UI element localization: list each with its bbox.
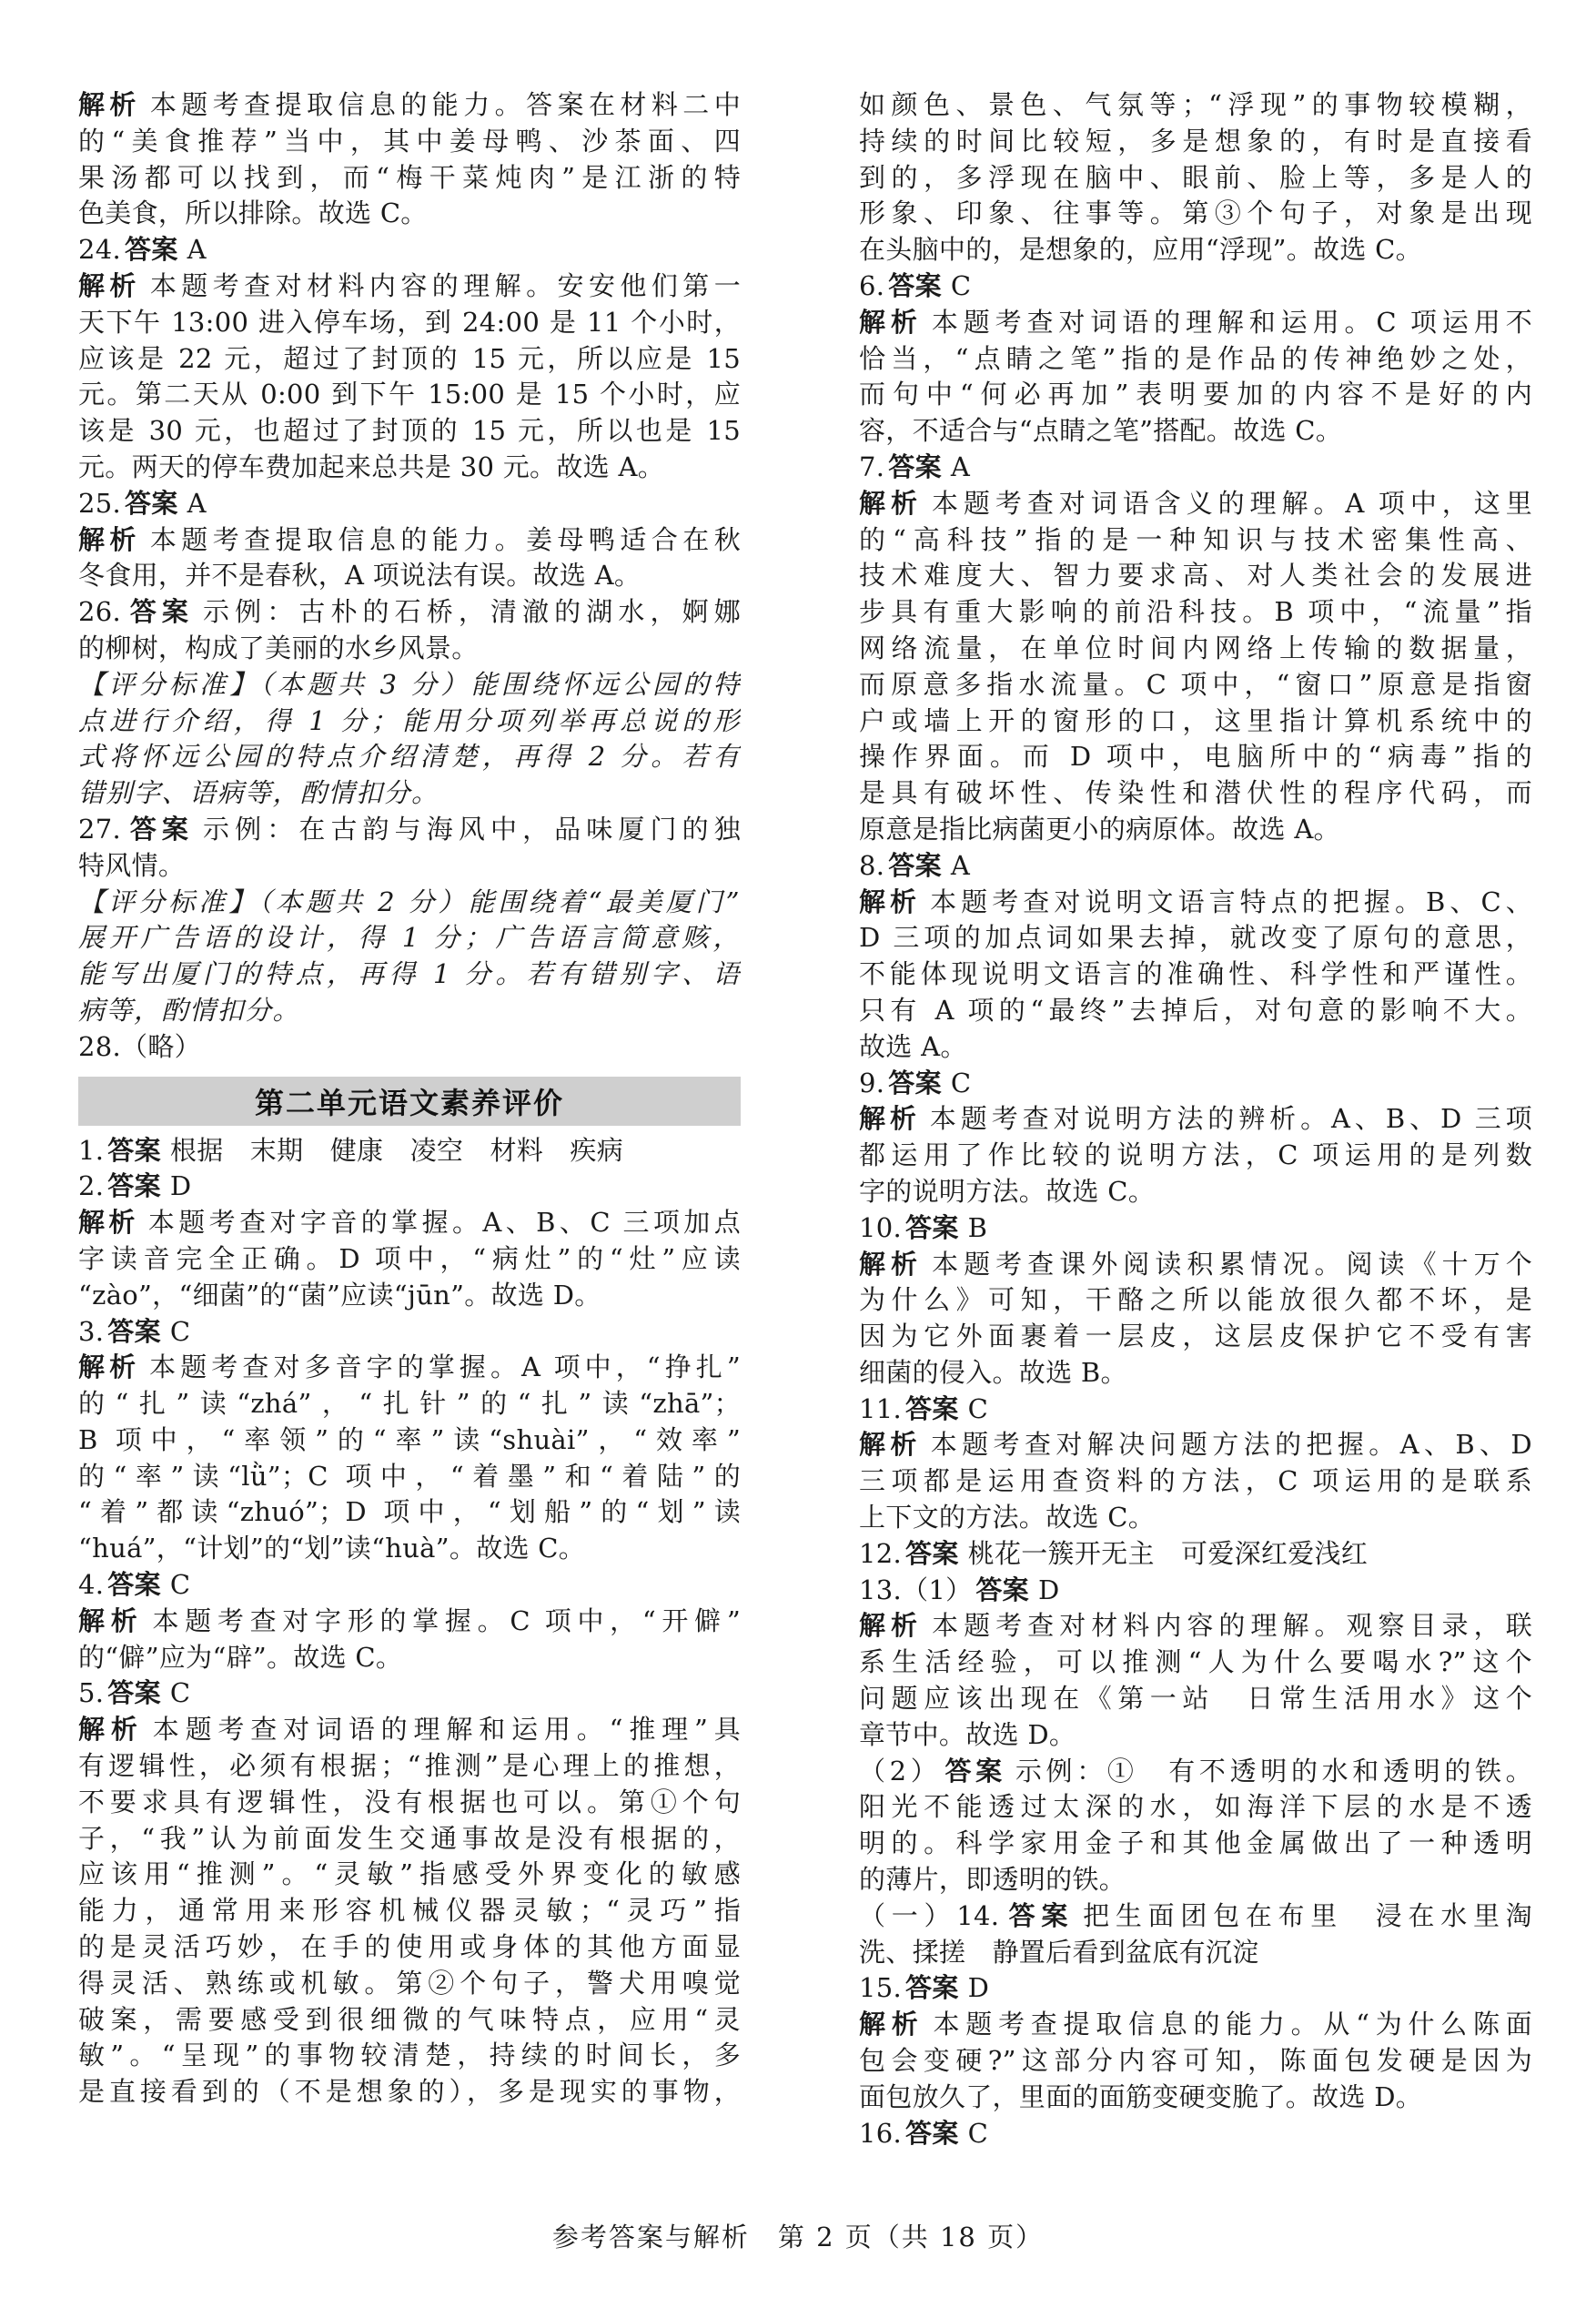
text-line — [859, 1717, 1532, 1754]
question-number: 27. — [78, 813, 122, 845]
line-text: 应该用“推测”。“灵敏”指感受外界变化的敏感 — [78, 1858, 741, 1890]
answer-label: 答案 — [888, 450, 942, 482]
text-line — [859, 450, 1532, 486]
question-number: （2） — [859, 1755, 942, 1787]
line-text: 为什么》可知，干酪之所以能放很久都不坏，是 — [859, 1284, 1532, 1316]
line-text: 持续的时间比较短，多是想象的，有时是直接看 — [859, 125, 1532, 157]
line-text: 只有 A 项的“最终”去掉后，对句意的影响不大。 — [859, 994, 1532, 1026]
line-text: 式将怀远公园的特点介绍清楚，再得 2 分。若有 — [78, 741, 741, 773]
line-text: 元。第二天从 0:00 到下午 15:00 是 15 个小时，应 — [78, 379, 741, 410]
line-text: 本题考查对说明文语言特点的把握。B、C、 — [930, 886, 1532, 917]
text-line — [78, 1241, 741, 1278]
line-text: 都运用了作比较的说明方法，C 项运用的是列数 — [859, 1139, 1532, 1171]
line-text: 该是 30 元，也超过了封顶的 15 元，所以也是 15 — [78, 415, 741, 447]
text-line — [859, 1645, 1532, 1681]
text-line — [78, 2074, 741, 2110]
text-line — [859, 957, 1532, 993]
line-text: 面包放久了，里面的面筋变硬变脆了。故选 D。 — [859, 2080, 1423, 2112]
line-text: 本题考查提取信息的能力。姜母鸭适合在秋 — [149, 523, 741, 555]
question-number: 1. — [78, 1134, 105, 1166]
text-line — [78, 450, 741, 486]
answer-label: 答案 — [125, 813, 195, 845]
left-column-top — [78, 87, 741, 1066]
section-header — [78, 1077, 741, 1126]
question-number: 9. — [859, 1067, 885, 1098]
line-text: “着”都读“zhuó”；D 项中，“划船”的“划”读 — [78, 1496, 741, 1528]
answer-label: 答案 — [107, 1170, 161, 1202]
text-line — [78, 1029, 741, 1066]
line-text: 敏”。“呈现”的事物较清楚，持续的时间长，多 — [78, 2040, 741, 2071]
question-number: 25. — [78, 487, 122, 519]
text-line — [859, 775, 1532, 812]
analysis-label: 解析 — [859, 1610, 924, 1642]
line-text: 本题考查课外阅读积累情况。阅读《十万个 — [932, 1248, 1532, 1280]
answer-label: 答案 — [905, 1211, 959, 1243]
analysis-label: 解析 — [78, 523, 141, 555]
line-text: 到的，多浮现在脑中、眼前、脸上等，多是人的 — [859, 161, 1532, 193]
line-text: 字的说明方法。故选 C。 — [859, 1175, 1156, 1207]
text-line — [78, 1785, 741, 1821]
text-line — [859, 1427, 1532, 1463]
analysis-label: 解析 — [78, 269, 141, 301]
text-line — [78, 631, 741, 667]
left-column — [78, 87, 741, 2110]
text-line — [859, 920, 1532, 957]
answer-label: 答案 — [905, 1392, 959, 1424]
text-line — [859, 1282, 1532, 1319]
line-text: 本题考查对材料内容的理解。观察目录，联 — [932, 1610, 1532, 1642]
text-line — [859, 1101, 1532, 1138]
line-text: 故选 A。 — [859, 1030, 967, 1062]
analysis-label: 解析 — [859, 886, 922, 917]
text-line — [78, 848, 741, 885]
text-line — [78, 305, 741, 341]
text-line — [859, 667, 1532, 703]
text-line — [859, 87, 1532, 124]
text-line — [859, 1029, 1532, 1066]
question-number: 2. — [78, 1170, 105, 1202]
text-line — [78, 196, 741, 232]
text-line — [859, 631, 1532, 667]
line-text: 而句中“何必再加”表明要加的内容不是好的内 — [859, 379, 1532, 410]
line-text: 本题考查对字音的掌握。A、B、C 三项加点 — [147, 1207, 741, 1239]
line-text: A — [187, 234, 207, 266]
scoring-standard-line — [78, 993, 741, 1029]
text-line — [78, 486, 741, 522]
question-number: 7. — [859, 450, 885, 482]
answer-label: 答案 — [1003, 1899, 1075, 1931]
analysis-label: 解析 — [859, 487, 923, 519]
text-line — [859, 268, 1532, 305]
page-footer: 参考答案与解析 第 2 页（共 18 页） — [551, 2222, 1045, 2252]
text-line — [78, 558, 741, 594]
text-line — [78, 1314, 741, 1351]
question-number: 4. — [78, 1569, 105, 1601]
text-line — [859, 1319, 1532, 1355]
text-line — [859, 1573, 1532, 1609]
text-line — [78, 160, 741, 197]
line-text: 原意是指比病菌更小的病原体。故选 A。 — [859, 813, 1340, 845]
text-line — [859, 2116, 1532, 2152]
text-line — [859, 1754, 1532, 1790]
analysis-label: 解析 — [859, 1248, 924, 1280]
line-text: A — [950, 450, 971, 482]
line-text: 元。两天的停车费加起来总共是 30 元。故选 A。 — [78, 450, 664, 482]
line-text: 技术难度大、智力要求高、对人类社会的发展进 — [859, 560, 1532, 592]
text-line — [78, 1604, 741, 1640]
question-number: 11. — [859, 1392, 903, 1424]
line-text: 色美食，所以排除。故选 C。 — [78, 197, 428, 229]
line-text: 果汤都可以找到，而“梅干菜炖肉”是江浙的特 — [78, 161, 741, 193]
answer-label: 答案 — [107, 1134, 161, 1166]
line-text: C — [169, 1569, 191, 1601]
answer-label: 答案 — [888, 1067, 942, 1098]
line-text: 三项都是运用查资料的方法，C 项运用的是联系 — [859, 1465, 1532, 1497]
line-text: 本题考查对解决问题方法的把握。A、B、D — [930, 1429, 1532, 1461]
question-number: 6. — [859, 269, 885, 301]
line-text: 本题考查对词语的理解和运用。“推理”具 — [152, 1714, 741, 1746]
text-line — [78, 594, 741, 631]
analysis-label: 解析 — [859, 306, 923, 338]
text-line — [859, 594, 1532, 631]
answer-label: 答案 — [125, 234, 178, 266]
answer-label: 答案 — [975, 1574, 1029, 1605]
text-line — [859, 160, 1532, 197]
text-line — [78, 268, 741, 305]
line-text: 示例：① 有不透明的水和透明的铁。 — [1015, 1755, 1532, 1787]
line-text: 【评分标准】（本题共 2 分）能围绕着“最美厦门” — [78, 886, 741, 917]
line-text: 的“高科技”指的是一种知识与技术密集性高、 — [859, 523, 1532, 555]
line-text: 章节中。故选 D。 — [859, 1718, 1076, 1750]
text-line — [78, 1893, 741, 1929]
line-text: 本题考查对材料内容的理解。安安他们第一 — [149, 269, 741, 301]
text-line — [859, 2043, 1532, 2080]
text-line — [78, 812, 741, 848]
line-text: 把生面团包在布里 浸在水里淘 — [1083, 1899, 1532, 1931]
text-line — [78, 1494, 741, 1531]
scoring-standard-line — [78, 739, 741, 775]
text-line — [78, 1929, 741, 1966]
text-line — [859, 1970, 1532, 2007]
line-text: 操作界面。而 D 项中，电脑所中的“病毒”指的 — [859, 741, 1532, 773]
line-text: 本题考查对词语的理解和运用。C 项运用不 — [931, 306, 1532, 338]
line-text: A — [950, 849, 971, 881]
line-text: 破案，需要感受到很细微的气味特点，应用“灵 — [78, 2003, 741, 2035]
text-line — [859, 1138, 1532, 1174]
line-text: 容，不适合与“点睛之笔”搭配。故选 C。 — [859, 415, 1343, 447]
line-text: C — [169, 1315, 191, 1347]
line-text: 错别字、语病等，酌情扣分。 — [78, 777, 439, 809]
line-text: 的“扎”读“zhá”，“扎针”的“扎”读“zhā”； — [78, 1388, 741, 1420]
line-text: 包会变硬?”这部分内容可知，陈面包发硬是因为 — [859, 2045, 1532, 2077]
text-line — [859, 1392, 1532, 1428]
line-text: 能写出厦门的特点，再得 1 分。若有错别字、语 — [78, 958, 741, 990]
answer-label: 答案 — [905, 1972, 959, 2004]
text-line — [78, 377, 741, 413]
line-text: 是具有破坏性、传染性和潜伏性的程序代码，而 — [859, 777, 1532, 809]
line-text: 的薄片，即透明的铁。 — [859, 1864, 1126, 1896]
text-line — [78, 1640, 741, 1676]
text-line — [78, 1966, 741, 2002]
text-line — [859, 1210, 1532, 1247]
question-number: 5. — [78, 1677, 105, 1709]
line-text: 桃花一簇开无主 可爱深红爱浅红 — [967, 1537, 1369, 1569]
text-line — [859, 703, 1532, 740]
text-line — [78, 1712, 741, 1748]
answer-label: 答案 — [107, 1315, 161, 1347]
text-line — [78, 2002, 741, 2039]
line-text: 的柳树，构成了美丽的水乡风景。 — [78, 632, 479, 663]
line-text: B — [967, 1211, 988, 1243]
text-line — [859, 1608, 1532, 1645]
text-line — [78, 1821, 741, 1857]
text-line — [78, 1205, 741, 1241]
text-line — [859, 1066, 1532, 1102]
line-text: C — [967, 2117, 989, 2149]
question-number: 26. — [78, 596, 122, 628]
text-line — [78, 413, 741, 450]
text-line — [859, 1247, 1532, 1283]
text-line — [859, 1463, 1532, 1500]
text-line — [859, 196, 1532, 232]
text-line — [78, 1567, 741, 1604]
line-text: 子，“我”认为前面发生交通事故是没有根据的， — [78, 1822, 741, 1854]
line-text: 28.（略） — [78, 1030, 201, 1062]
line-text: 【评分标准】（本题共 3 分）能围绕怀远公园的特 — [78, 668, 741, 700]
answer-label: 答案 — [125, 487, 178, 519]
line-text: 的是灵活巧妙，在手的使用或身体的其他方面显 — [78, 1931, 741, 1963]
line-text: 问题应该出现在《第一站 日常生活用水》这个 — [859, 1683, 1532, 1715]
line-text: 特风情。 — [78, 849, 186, 881]
text-line — [859, 341, 1532, 378]
analysis-label: 解析 — [859, 2009, 924, 2040]
text-line — [859, 1355, 1532, 1392]
line-text: 本题考查对说明方法的辨析。A、B、D 三项 — [929, 1103, 1532, 1135]
text-line — [859, 2007, 1532, 2043]
text-line — [859, 1789, 1532, 1826]
text-line — [78, 522, 741, 559]
line-text: D — [967, 1972, 990, 2004]
line-text: 天下午 13:00 进入停车场，到 24:00 是 11 个小时， — [78, 306, 741, 338]
analysis-label: 解析 — [78, 1604, 144, 1636]
analysis-label: 解析 — [78, 1207, 139, 1239]
line-text: 的“僻”应为“辟”。故选 C。 — [78, 1641, 403, 1673]
text-line — [78, 87, 741, 124]
answer-label: 答案 — [125, 596, 195, 628]
line-text: 展开广告语的设计，得 1 分；广告语言简意赅， — [78, 922, 741, 954]
text-line — [859, 1681, 1532, 1717]
line-text: 冬食用，并不是春秋，A 项说法有误。故选 A。 — [78, 560, 641, 592]
scoring-standard-line — [78, 920, 741, 957]
text-line — [859, 305, 1532, 341]
question-number: 8. — [859, 849, 885, 881]
line-text: A — [187, 487, 207, 519]
answer-label: 答案 — [107, 1569, 161, 1601]
line-text: 明的。科学家用金子和其他金属做出了一种透明 — [859, 1827, 1532, 1859]
text-line — [859, 812, 1532, 848]
line-text: 根据 末期 健康 凌空 材料 疾病 — [169, 1134, 623, 1166]
line-text: 示例：古朴的石桥，清澈的湖水，婀娜 — [203, 596, 741, 628]
text-line — [78, 1748, 741, 1785]
text-line — [859, 124, 1532, 160]
text-line — [78, 1857, 741, 1893]
line-text: 本题考查提取信息的能力。答案在材料二中 — [149, 89, 741, 120]
question-number: （一）14. — [859, 1899, 1000, 1931]
line-text: “zào”，“细菌”的“菌”应读“jūn”。故选 D。 — [78, 1279, 601, 1311]
text-line — [78, 1169, 741, 1205]
text-line — [78, 1278, 741, 1314]
line-text: C — [950, 269, 972, 301]
text-line — [78, 124, 741, 160]
text-line — [859, 558, 1532, 594]
answer-label: 答案 — [107, 1677, 161, 1709]
text-line — [859, 1174, 1532, 1210]
line-text: D — [1037, 1574, 1060, 1605]
answer-label: 答案 — [888, 269, 942, 301]
text-line — [859, 486, 1532, 522]
text-line — [78, 1422, 741, 1459]
section-title: 第二单元语文素养评价 — [254, 1085, 564, 1120]
text-line — [859, 232, 1532, 268]
line-text: 系生活经验，可以推测“人为什么要喝水?”这个 — [859, 1646, 1532, 1678]
answer-label: 答案 — [905, 2117, 959, 2149]
line-text: 不要求具有逻辑性，没有根据也可以。第①个句 — [78, 1786, 741, 1817]
scoring-standard-line — [78, 775, 741, 812]
line-text: 能力，通常用来形容机械仪器灵敏；“灵巧”指 — [78, 1895, 741, 1927]
text-line — [78, 232, 741, 268]
answer-label: 答案 — [944, 1755, 1006, 1787]
line-text: 洗、揉搓 静置后看到盆底有沉淀 — [859, 1936, 1259, 1968]
line-text: D — [169, 1170, 192, 1202]
text-line — [78, 2038, 741, 2074]
analysis-label: 解析 — [78, 89, 141, 120]
line-text: B 项中，“率领”的“率”读“shuài”，“效率” — [78, 1423, 741, 1455]
line-text: 的“率”读“lǜ”；C 项中，“着墨”和“着陆”的 — [78, 1460, 741, 1492]
line-text: 字读音完全正确。D 项中，“病灶”的“灶”应读 — [78, 1242, 741, 1274]
text-line — [859, 885, 1532, 921]
line-text: 本题考查提取信息的能力。从“为什么陈面 — [933, 2009, 1532, 2040]
text-line — [859, 1536, 1532, 1573]
line-text: 户或墙上开的窗形的口，这里指计算机系统中的 — [859, 704, 1532, 736]
question-number: 10. — [859, 1211, 903, 1243]
scoring-standard-line — [78, 885, 741, 921]
text-line — [859, 522, 1532, 559]
line-text: 形象、印象、往事等。第③个句子，对象是出现 — [859, 197, 1532, 229]
text-line — [78, 1675, 741, 1712]
text-line — [859, 993, 1532, 1029]
question-number: 3. — [78, 1315, 105, 1347]
text-line — [78, 1459, 741, 1495]
line-text: 因为它外面裹着一层皮，这层皮保护它不受有害 — [859, 1321, 1532, 1352]
question-number: 16. — [859, 2117, 903, 2149]
line-text: 本题考查对字形的掌握。C 项中，“开僻” — [152, 1604, 741, 1636]
text-line — [859, 1935, 1532, 1971]
line-text: 网络流量，在单位时间内网络上传输的数据量， — [859, 632, 1532, 663]
line-text: 阳光不能透过太深的水，如海洋下层的水是不透 — [859, 1791, 1532, 1823]
line-text: 病等，酌情扣分。 — [78, 994, 301, 1026]
line-text: 步具有重大影响的前沿科技。B 项中，“流量”指 — [859, 596, 1532, 628]
text-line — [78, 1133, 741, 1169]
line-text: 是直接看到的（不是想象的），多是现实的事物， — [78, 2076, 741, 2108]
scoring-standard-line — [78, 703, 741, 740]
line-text: 点进行介绍，得 1 分；能用分项列举再总说的形 — [78, 704, 741, 736]
line-text: 的“美食推荐”当中，其中姜母鸭、沙茶面、四 — [78, 125, 741, 157]
question-number: 24. — [78, 234, 122, 266]
text-line — [859, 2080, 1532, 2116]
text-line — [78, 341, 741, 378]
analysis-label: 解析 — [78, 1351, 141, 1383]
line-text: 本题考查对多音字的掌握。A 项中，“挣扎” — [149, 1351, 741, 1383]
line-text: D 三项的加点词如果去掉，就改变了原句的意思， — [859, 922, 1532, 954]
scoring-standard-line — [78, 667, 741, 703]
question-number: 12. — [859, 1537, 903, 1569]
text-line — [859, 413, 1532, 450]
analysis-label: 解析 — [78, 1714, 144, 1746]
text-line — [78, 1386, 741, 1422]
text-line — [859, 1826, 1532, 1862]
question-number: 15. — [859, 1972, 903, 2004]
question-number: 13.（1） — [859, 1574, 973, 1605]
line-text: 不能体现说明文语言的准确性、科学性和严谨性。 — [859, 958, 1532, 990]
line-text: C — [967, 1392, 989, 1424]
text-line — [859, 739, 1532, 775]
line-text: 如颜色、景色、气氛等；“浮现”的事物较模糊， — [859, 89, 1532, 120]
text-line — [859, 1898, 1532, 1935]
scoring-standard-line — [78, 957, 741, 993]
text-line — [78, 1531, 741, 1567]
line-text: 示例：在古韵与海风中，品味厦门的独 — [203, 813, 741, 845]
line-text: 细菌的侵入。故选 B。 — [859, 1356, 1127, 1388]
line-text: 恰当，“点睛之笔”指的是作品的传神绝妙之处， — [859, 342, 1532, 374]
line-text: C — [169, 1677, 191, 1709]
text-line — [859, 848, 1532, 885]
answer-label: 答案 — [888, 849, 942, 881]
line-text: 而原意多指水流量。C 项中，“窗口”原意是指窗 — [859, 668, 1532, 700]
analysis-label: 解析 — [859, 1103, 921, 1135]
right-column — [859, 87, 1532, 2151]
line-text: 在头脑中的，是想象的，应用“浮现”。故选 C。 — [859, 234, 1422, 266]
text-line — [859, 1500, 1532, 1536]
text-line — [859, 377, 1532, 413]
analysis-label: 解析 — [859, 1429, 922, 1461]
line-text: C — [950, 1067, 972, 1098]
left-column-bottom — [78, 1133, 741, 2111]
text-line — [78, 1350, 741, 1386]
line-text: 有逻辑性，必须有根据；“推测”是心理上的推想， — [78, 1750, 741, 1782]
text-line — [859, 1862, 1532, 1898]
answer-label: 答案 — [905, 1537, 959, 1569]
line-text: “huá”，“计划”的“划”读“huà”。故选 C。 — [78, 1533, 586, 1564]
line-text: 本题考查对词语含义的理解。A 项中，这里 — [931, 487, 1532, 519]
line-text: 上下文的方法。故选 C。 — [859, 1502, 1156, 1534]
line-text: 得灵活、熟练或机敏。第②个句子，警犬用嗅觉 — [78, 1967, 741, 1999]
line-text: 应该是 22 元，超过了封顶的 15 元，所以应是 15 — [78, 342, 741, 374]
